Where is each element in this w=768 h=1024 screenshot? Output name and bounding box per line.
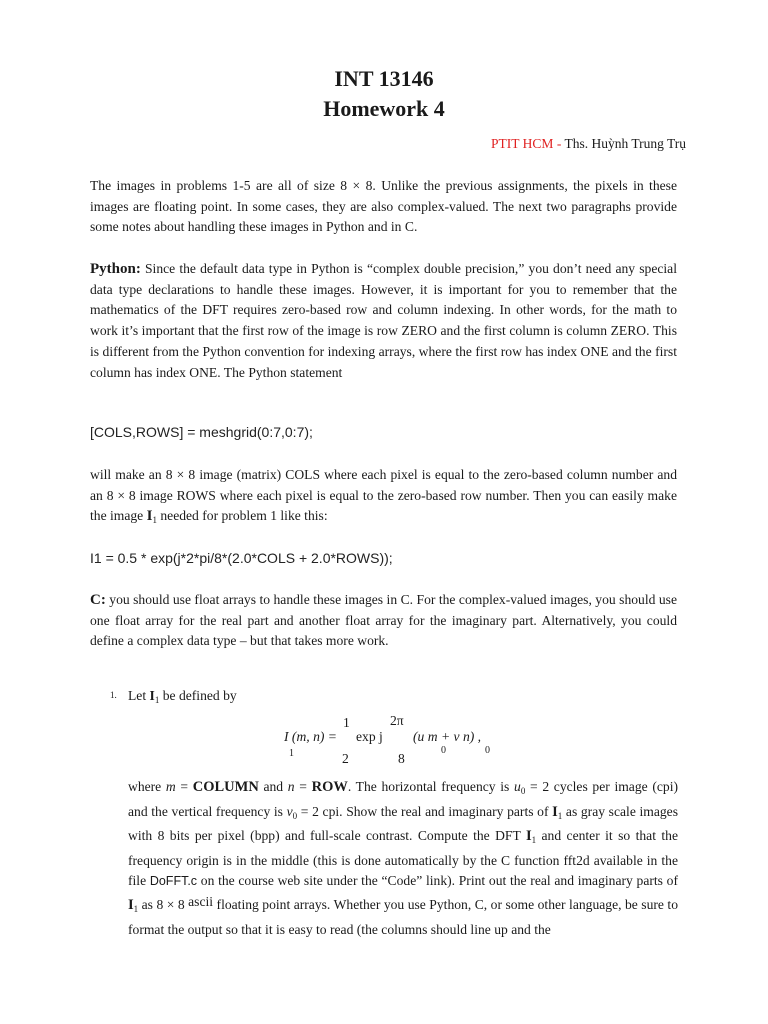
problem-body <box>128 777 678 940</box>
after-code-text: will make an 8 × 8 image (matrix) COLS where each pixel is equal to the zero-based column number and an 8 × 8 image ROWS where each pixel is equal to the zero-based row number. Then you can easily make the image <box>90 467 677 524</box>
problem-intro <box>128 688 237 705</box>
var-n: n <box>287 779 295 794</box>
equation-frac2-num: 2π <box>390 713 404 728</box>
problem-intro-subscript: 1 <box>154 695 160 705</box>
author-separator: - <box>553 136 565 151</box>
intro-paragraph: The images in problems 1-5 are all of size 8 × 8. Unlike the previous assignments, the pixels in these images are floating point. In some cases, they are also complex-valued. The next two paragraphs provide some notes about handling these images in Python and in C. <box>90 178 677 235</box>
image-symbol: I <box>128 896 134 913</box>
equation-exp: exp j <box>356 729 383 744</box>
body-text: = <box>294 779 312 794</box>
image-subscript: 1 <box>152 515 157 526</box>
python-label: Python: <box>90 261 141 277</box>
equation-sub-lhs: 1 <box>289 748 294 759</box>
author-name: Ths. Huỳnh Trung Trụ <box>564 136 686 151</box>
body-text: floating point arrays. Whether you use Python, C, or some other language, be sure to format the output so that it is easy to read (the columns should line up and the <box>128 896 678 937</box>
body-text: = 2 cpi. Show the real and imaginary parts of <box>297 803 553 819</box>
image-subscript: 1 <box>531 835 537 846</box>
image-subscript: 1 <box>557 810 563 821</box>
after-code-tail: needed for problem 1 like this: <box>156 508 328 524</box>
body-text: and center it so that the frequency origin is in the middle (this is done automatically by the C function fft2d available in the file <box>128 828 678 889</box>
assignment-title: Homework 4 <box>323 96 445 121</box>
image-symbol: I <box>146 508 153 525</box>
python-text: Since the default data type in Python is “complex double precision,” you don’t need any special data type declarations to handle these images. However, it is important for you to remember that the mathematics of the DFT requires zero-based row and column indexing. In other words, for the math to work it’s important that the first row of the image is row ZERO and the first column is column ZERO. This is different from the Python convention for indexing arrays, where the first row has index ONE and the first column has index ONE. The Python statement <box>90 261 677 380</box>
organization: PTIT HCM <box>491 136 554 151</box>
row-keyword: ROW <box>311 779 348 795</box>
equation-lhs: I (m, n) = <box>284 729 337 744</box>
image-subscript: 1 <box>133 903 139 914</box>
problem-intro-text: Let <box>128 688 150 703</box>
image-symbol: I <box>552 803 558 820</box>
body-text: and <box>258 779 288 794</box>
c-label: C: <box>90 592 106 608</box>
var-m: m <box>165 779 176 794</box>
equation-den1: 2 <box>342 751 349 766</box>
var-u: u <box>514 779 521 794</box>
c-text: you should use float arrays to handle these images in C. For the complex-valued images, you should use one float array for the real part and another float array for the imaginary part. Alternatively, you could define a complex data type – but that takes more work. <box>90 592 677 649</box>
course-code: INT 13146 <box>334 66 434 91</box>
sub-u0: 0 <box>520 786 526 796</box>
equation-rhs: (u m + v n) , <box>413 729 482 744</box>
problem-intro-symbol: I <box>149 688 155 703</box>
equation-den2: 8 <box>398 751 405 766</box>
body-text: = <box>175 779 193 794</box>
code-i1: I1 = 0.5 * exp(j*2*pi/8*(2.0*COLS + 2.0*ROWS)); <box>90 550 393 566</box>
ascii-word: ascii <box>188 893 214 909</box>
equation-sub-u: 0 <box>441 745 446 756</box>
body-text: . The horizontal frequency is <box>347 779 515 794</box>
var-v: v <box>286 803 293 819</box>
python-paragraph <box>90 259 677 383</box>
column-keyword: COLUMN <box>192 779 259 795</box>
body-text: = 2 cycles per image (cpi) and the vertical frequency is <box>128 779 678 819</box>
c-paragraph <box>90 590 677 652</box>
equation-frac1-num: 1 <box>343 715 350 730</box>
image-symbol: I <box>525 828 532 845</box>
code-meshgrid: [COLS,ROWS] = meshgrid(0:7,0:7); <box>90 424 313 440</box>
body-text: where <box>128 779 166 794</box>
sub-v0: 0 <box>292 810 298 821</box>
problem-number: 1. <box>110 690 117 700</box>
dofft-filename: DoFFT.c <box>149 874 198 889</box>
problem-intro-tail: be defined by <box>159 688 237 703</box>
equation-sub-v: 0 <box>485 745 490 756</box>
author-line <box>491 136 686 152</box>
body-text: on the course web site under the “Code” link). Print out the real and imaginary parts of <box>197 873 678 889</box>
after-code-paragraph <box>90 465 677 531</box>
body-text: as 8 × 8 <box>138 896 189 912</box>
body-text: as gray scale images with 8 bits per pixel (bpp) and full-scale contrast. Compute the DFT <box>128 803 678 844</box>
